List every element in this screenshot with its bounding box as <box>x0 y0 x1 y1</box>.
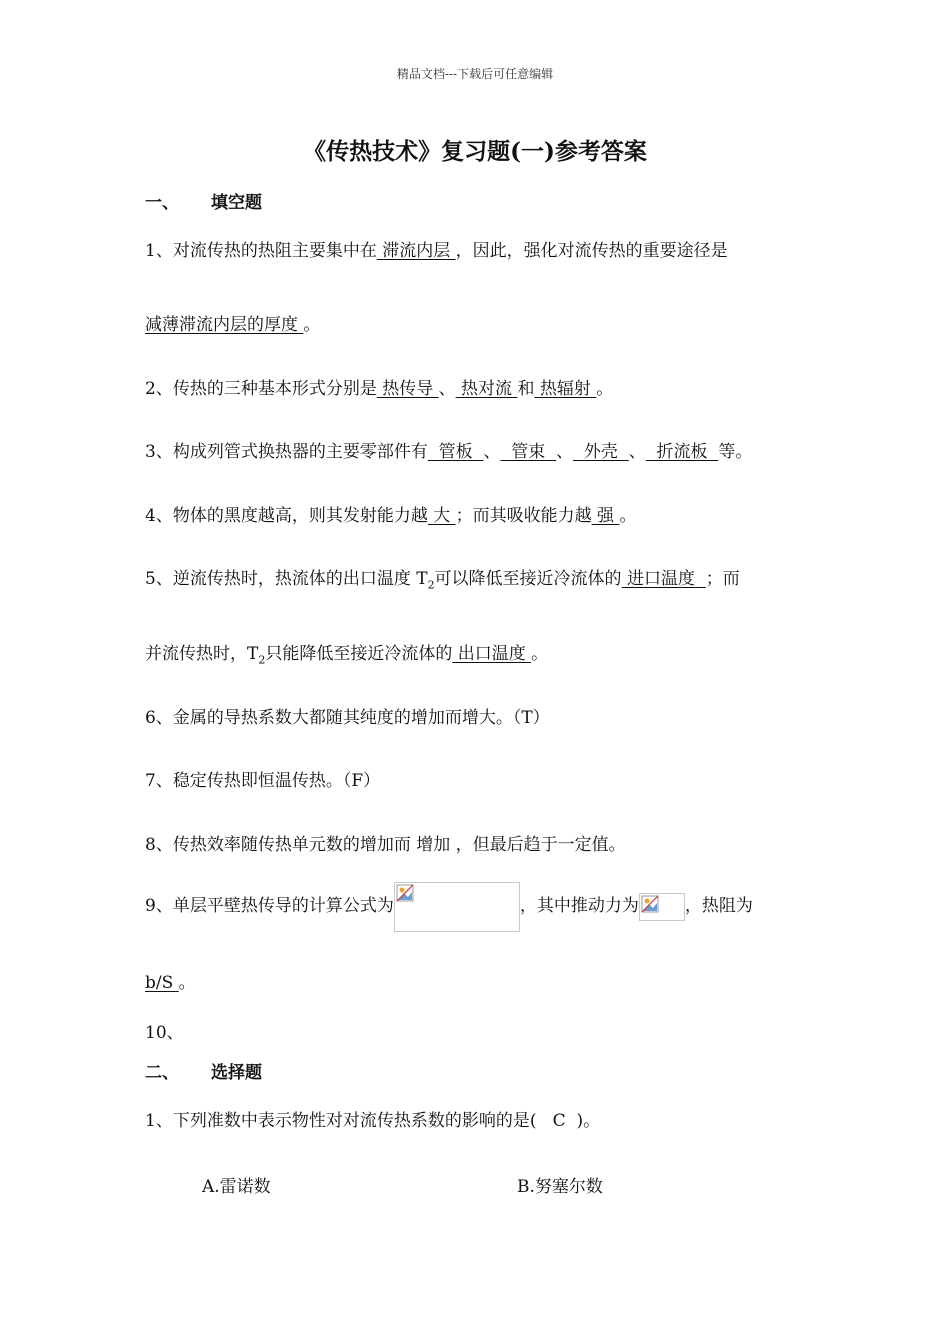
broken-image-icon <box>396 884 414 902</box>
question-text: 并流传热时，T <box>145 644 259 664</box>
answer-blank: b/S <box>145 973 179 993</box>
section-label: 填空题 <box>211 193 262 213</box>
question-text: 2、传热的三种基本形式分别是 <box>145 379 377 399</box>
question-text: ，因此，强化对流传热的重要途径是 <box>455 241 728 261</box>
option-b: B.努塞尔数 <box>517 1177 603 1197</box>
separator: 、 <box>483 442 501 462</box>
question-text: ，其中推动力为 <box>519 896 639 916</box>
option-a: A.雷诺数 <box>202 1177 271 1197</box>
subscript: 2 <box>427 578 435 592</box>
answer-blank: 大 <box>427 506 456 526</box>
question-2 <box>145 377 613 401</box>
answer-blank: 外壳 <box>573 442 629 462</box>
document-title: 《传热技术》复习题(一)参考答案 <box>303 138 647 165</box>
question-text: 5、逆流传热时，热流体的出口温度 T <box>145 569 428 589</box>
answer-blank: 滞流内层 <box>376 241 456 261</box>
punctuation: 。 <box>303 315 321 335</box>
section-heading-1 <box>145 188 262 213</box>
question-7: 7、稳定传热即恒温传热。（F） <box>145 771 381 791</box>
question-3 <box>145 440 752 464</box>
formula-image <box>394 882 520 932</box>
question-text: ，热阻为 <box>684 896 753 916</box>
question-5-line-2 <box>145 642 548 672</box>
question-1-line-2 <box>145 313 320 337</box>
question-9-line-1 <box>145 881 753 932</box>
question-4 <box>145 504 636 528</box>
punctuation: 。 <box>596 379 614 399</box>
punctuation: 。 <box>531 644 549 664</box>
answer-blank: 管板 <box>427 442 484 462</box>
question-text: 3、构成列管式换热器的主要零部件有 <box>145 442 428 462</box>
separator: 、 <box>628 442 646 462</box>
section-number: 一、 <box>145 193 179 213</box>
question-text: 1、对流传热的热阻主要集中在 <box>145 241 377 261</box>
answer-blank: 热辐射 <box>534 379 597 399</box>
answer-blank: 出口温度 <box>452 644 532 664</box>
answer-blank: 折流板 <box>645 442 719 462</box>
question-5-line-1 <box>145 567 740 597</box>
subscript: 2 <box>258 653 266 667</box>
punctuation: 。 <box>178 973 196 993</box>
question-9-line-2 <box>145 971 196 995</box>
question-text: 9、单层平壁热传导的计算公式为 <box>145 896 394 916</box>
question-text: ；而 <box>705 569 740 589</box>
question-8: 8、传热效率随传热单元数的增加而 增加 ，但最后趋于一定值。 <box>145 835 626 855</box>
question-6: 6、金属的导热系数大都随其纯度的增加而增大。（T） <box>145 708 550 728</box>
separator: 、 <box>438 379 456 399</box>
page-header: 精品文档---下载后可任意编辑 <box>396 67 554 81</box>
answer-blank: 强 <box>591 506 620 526</box>
question-text: 可以降低至接近冷流体的 <box>434 569 622 589</box>
answer-blank: 减薄滞流内层的厚度 <box>145 315 304 335</box>
separator: 、 <box>556 442 574 462</box>
choice-question-1: 1、下列准数中表示物性对对流传热系数的影响的是( C )。 <box>145 1111 601 1131</box>
question-text: 4、物体的黑度越高，则其发射能力越 <box>145 506 428 526</box>
section-label: 选择题 <box>211 1063 262 1083</box>
question-10: 10、 <box>145 1023 184 1043</box>
punctuation: 。 <box>619 506 637 526</box>
question-1-line-1 <box>145 239 728 263</box>
formula-image <box>639 893 685 921</box>
answer-blank: 热对流 <box>455 379 518 399</box>
question-text: 只能降低至接近冷流体的 <box>265 644 453 664</box>
section-number: 二、 <box>145 1063 179 1083</box>
question-text: 等。 <box>718 442 753 462</box>
question-text: ；而其吸收能力越 <box>455 506 592 526</box>
question-text: 和 <box>517 379 535 399</box>
answer-blank: 进口温度 <box>621 569 706 589</box>
broken-image-icon <box>641 895 659 913</box>
answer-blank: 管束 <box>500 442 557 462</box>
answer-blank: 热传导 <box>376 379 439 399</box>
section-heading-2 <box>145 1058 262 1083</box>
